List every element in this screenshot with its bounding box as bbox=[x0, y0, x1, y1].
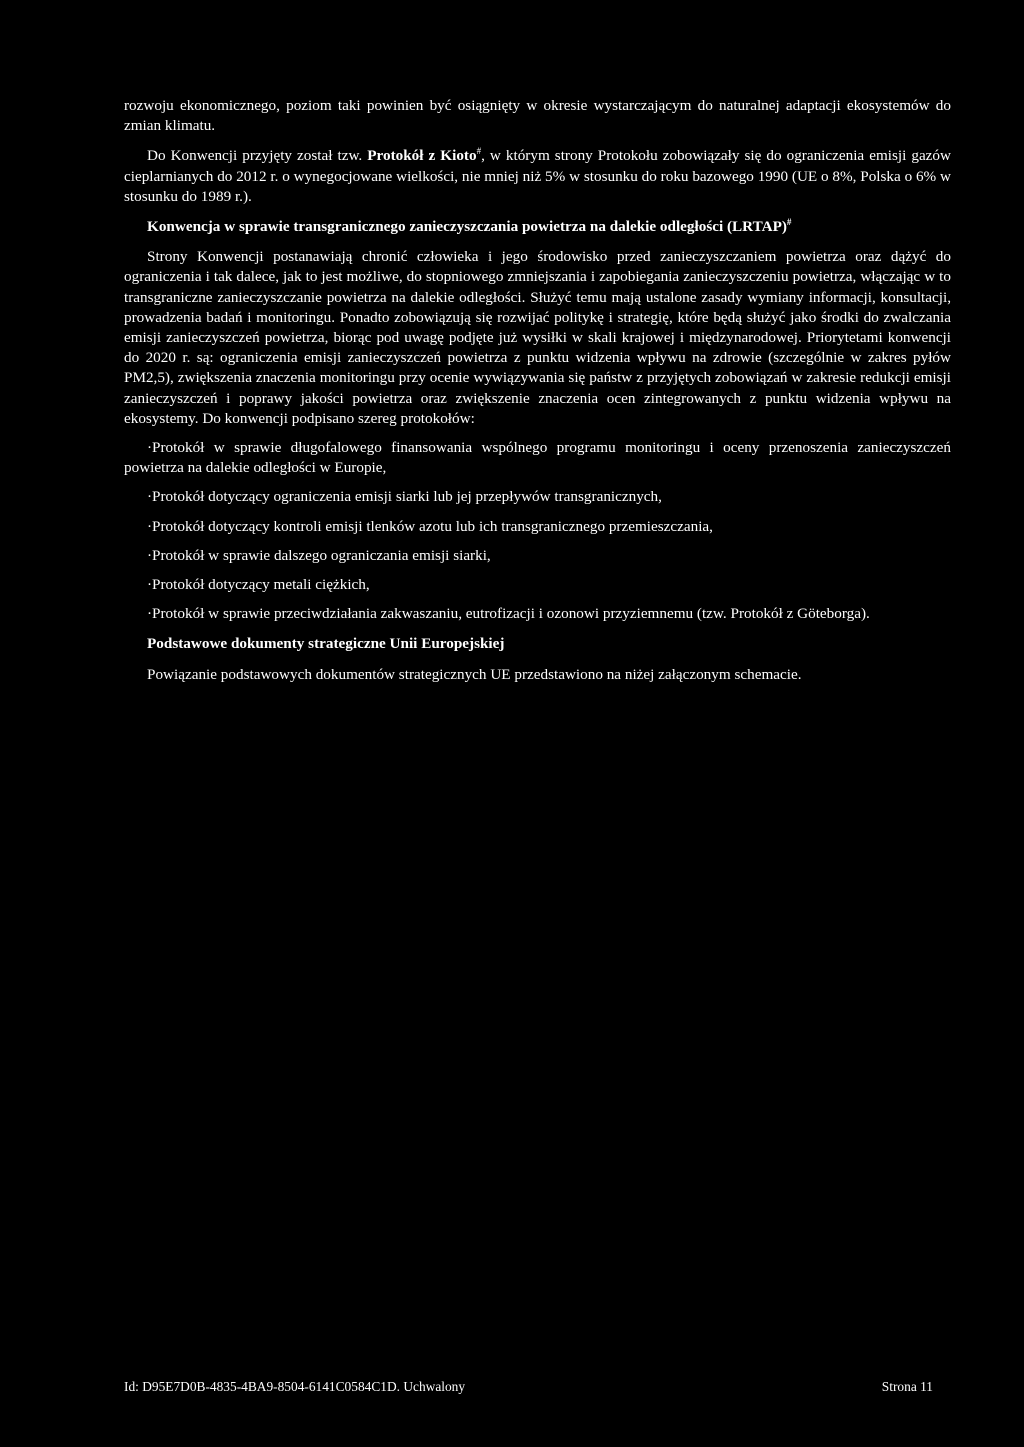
protocol-list-item: ·Protokół w sprawie przeciwdziałania zakwaszaniu, eutrofizacji i ozonowi przyziemnemu (tzw. Protokół z Göteborga). bbox=[147, 605, 870, 623]
protocol-list-item: ·Protokół dotyczący metali ciężkich, bbox=[147, 576, 370, 594]
page-footer bbox=[124, 1379, 933, 1395]
protocol-list-item: ·Protokół dotyczący ograniczenia emisji siarki lub jej przepływów transgranicznych, bbox=[147, 488, 662, 506]
paragraph-kyoto bbox=[124, 146, 951, 207]
document-body bbox=[124, 96, 951, 685]
kyoto-footnote-mark: # bbox=[476, 146, 482, 157]
page-number: Strona 11 bbox=[881, 1379, 933, 1394]
protocol-list-item: ·Protokół w sprawie długofalowego finansowania wspólnego programu monitoringu i oceny przenoszenia zanieczyszczeń powietrza na dalekie odległości w Europie, bbox=[124, 439, 951, 477]
protocol-list-item: ·Protokół w sprawie dalszego ograniczania emisji siarki, bbox=[147, 546, 491, 564]
lrtap-footnote-mark: # bbox=[786, 216, 792, 227]
paragraph-continuation: rozwoju ekonomicznego, poziom taki powinien być osiągnięty w okresie wystarczającym do naturalnej adaptacji ekosystemów do zmian klimatu. bbox=[124, 97, 951, 135]
kyoto-protocol-term: Protokół z Kioto bbox=[367, 147, 477, 165]
paragraph-lrtap: Strony Konwencji postanawiają chronić człowieka i jego środowisko przed zanieczyszczaniem powietrza oraz dążyć do ograniczenia i tak dalece, jak to jest możliwe, do stopniowego zmniejszania i zapobiegania zanieczyszczeniu powietrza, włączając w to transgraniczne zanieczyszczanie powietrza na dalekie odległości. Służyć temu mają ustalone zasady wymiany informacji, konsultacji, prowadzenia badań i monitoringu. Ponadto zobowiązują się rozwijać politykę i strategię, które będą służyć jako środki do zwalczania emisji zanieczyszczeń powietrza, biorąc pod uwagę podjęte już wysiłki w skali krajowej i międzynarodowej. Priorytetami konwencji do 2020 r. są: ograniczenia emisji zanieczyszczeń powietrza z punktu widzenia wpływu na zdrowie (szczególnie w zakres pyłów PM2,5), zwiększenia znaczenia monitoringu przy ocenie wywiązywania się państw z przyjętych zobowiązań w zakresie redukcji emisji zanieczyszczeń i poprawy jakości powietrza oraz zwiększenie znaczenia ocen zintegrowanych z punktu widzenia wpływu na ekosystemy. Do konwencji podpisano szereg protokołów: bbox=[124, 248, 951, 427]
protocol-list bbox=[124, 438, 951, 624]
protocol-list-item: ·Protokół dotyczący kontroli emisji tlenków azotu lub ich transgranicznego przemieszczania, bbox=[147, 517, 713, 535]
section-heading-lrtap bbox=[124, 217, 951, 237]
document-id: Id: D95E7D0B-4835-4BA9-8504-6141C0584C1D. Uchwalony bbox=[124, 1379, 466, 1394]
section-heading-eu-strategy: Podstawowe dokumenty strategiczne Unii Europejskiej bbox=[147, 635, 505, 653]
paragraph-eu-strategy: Powiązanie podstawowych dokumentów strategicznych UE przedstawiono na niżej załączonym schemacie. bbox=[147, 665, 802, 683]
paragraph-kyoto-body: , w którym strony Protokołu zobowiązały się do ograniczenia emisji gazów cieplarnianych do 2012 r. o wynegocjowane wielkości, nie mniej niż 5% w stosunku do roku bazowego 1990 (UE o 8%, Polska o 6% w stosunku do 1989 r.). bbox=[124, 147, 951, 205]
paragraph-kyoto-intro: Do Konwencji przyjęty został tzw. bbox=[147, 147, 368, 165]
section-heading-lrtap-text: Konwencja w sprawie transgranicznego zanieczyszczania powietrza na dalekie odległości (LRTAP) bbox=[147, 218, 787, 236]
